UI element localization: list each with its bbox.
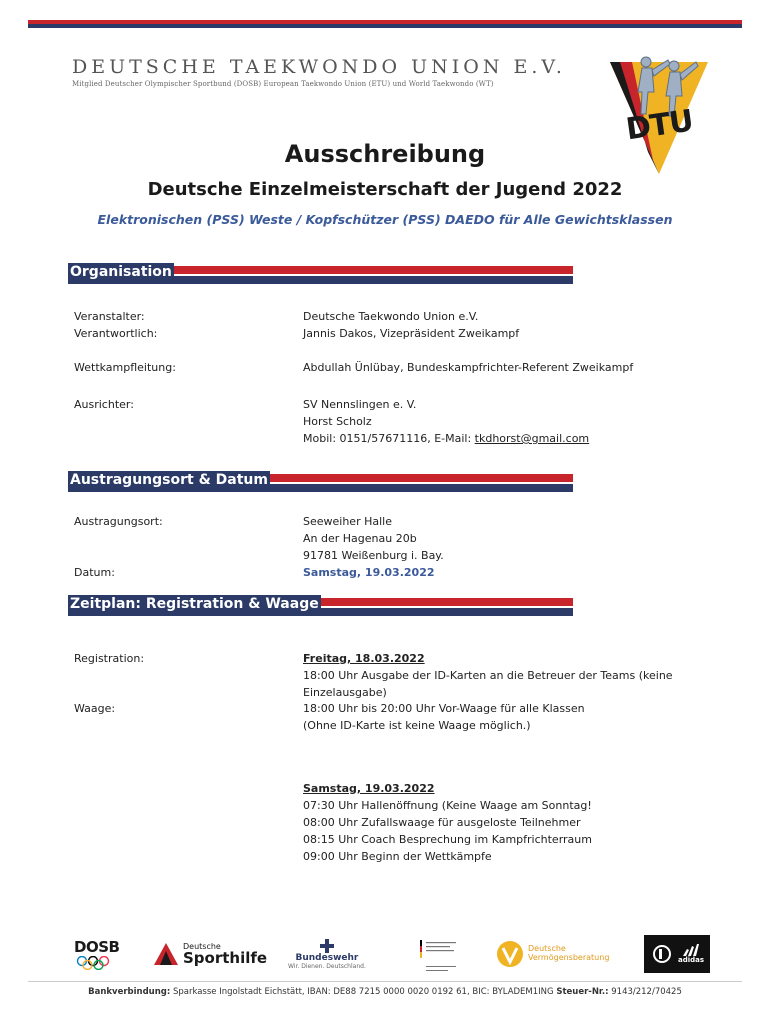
section-heading: Zeitplan: Registration & Waage bbox=[70, 596, 319, 612]
org-name: DEUTSCHE TAEKWONDO UNION E.V. bbox=[72, 56, 566, 78]
bank-label: Bankverbindung: bbox=[88, 987, 171, 997]
dosb-text: DOSB bbox=[74, 938, 120, 956]
ausrichter-line2: Horst Scholz bbox=[303, 415, 372, 428]
dvag-line1: Deutsche bbox=[528, 944, 566, 954]
sporthilfe-logo bbox=[152, 932, 267, 976]
verantwortlich-label: Verantwortlich: bbox=[74, 327, 158, 340]
bmi-logo bbox=[418, 932, 462, 976]
org-subtitle: Mitglied Deutscher Olympischer Sportbund (DOSB) European Taekwondo Union (ETU) und World Taekwondo (WT) bbox=[72, 80, 494, 88]
day2-line3: 08:15 Uhr Coach Besprechung im Kampfrichterraum bbox=[303, 833, 592, 846]
veranstalter-label: Veranstalter: bbox=[74, 310, 145, 323]
bundeswehr-text: Bundeswehr bbox=[295, 952, 359, 963]
wettkampfleitung-value: Abdullah Ünlübay, Bundeskampfrichter-Referent Zweikampf bbox=[303, 361, 634, 374]
footer-bank-info bbox=[0, 987, 770, 997]
dtu-logo-text: DTU bbox=[623, 103, 695, 148]
dvag-icon bbox=[496, 940, 524, 968]
dvag-line2: Vermögensberatung bbox=[528, 953, 610, 962]
sporthilfe-small-text: Deutsche bbox=[183, 941, 221, 951]
footer-divider bbox=[28, 981, 742, 982]
top-blue-rule bbox=[28, 24, 742, 28]
sporthilfe-text: Sporthilfe bbox=[183, 948, 268, 967]
bundeswehr-logo bbox=[288, 932, 366, 976]
day2-line1: 07:30 Uhr Hallenöffnung (Keine Waage am Sonntag! bbox=[303, 799, 592, 812]
adidas-text: adidas bbox=[677, 956, 705, 964]
austragungsort-line1: Seeweiher Halle bbox=[303, 515, 392, 528]
day1-line2: Einzelausgabe) bbox=[303, 686, 387, 699]
ausrichter-contact bbox=[303, 430, 589, 447]
day1-line4: (Ohne ID-Karte ist keine Waage möglich.) bbox=[303, 719, 531, 732]
day2-heading: Samstag, 19.03.2022 bbox=[303, 782, 435, 795]
sponsor-strip bbox=[70, 932, 720, 976]
bundeswehr-subtext: Wir. Dienen. Deutschland. bbox=[288, 962, 366, 970]
austragungsort-line3: 91781 Weißenburg i. Bay. bbox=[303, 549, 444, 562]
section-austragungsort bbox=[68, 474, 573, 492]
section-organisation bbox=[68, 266, 573, 284]
waage-label: Waage: bbox=[74, 702, 116, 715]
email-link[interactable]: tkdhorst@gmail.com bbox=[474, 432, 590, 445]
jtu-mark-icon bbox=[650, 944, 674, 964]
federal-eagle-icon bbox=[418, 934, 462, 974]
verantwortlich-value: Jannis Dakos, Vizepräsident Zweikampf bbox=[303, 327, 520, 340]
sporthilfe-flame-icon bbox=[152, 941, 180, 967]
austragungsort-label: Austragungsort: bbox=[74, 515, 163, 528]
tax-value: 9143/212/70425 bbox=[608, 987, 682, 997]
page-tagline: Elektronischen (PSS) Weste / Kopfschützer (PSS) DAEDO für Alle Gewichtsklassen bbox=[97, 212, 673, 227]
adidas-stripes-icon bbox=[682, 944, 700, 956]
day1-heading: Freitag, 18.03.2022 bbox=[303, 652, 425, 665]
page-title: Ausschreibung bbox=[284, 140, 486, 168]
day1-line3: 18:00 Uhr bis 20:00 Uhr Vor-Waage für alle Klassen bbox=[303, 702, 585, 715]
dvag-logo bbox=[496, 932, 609, 976]
wettkampfleitung-label: Wettkampfleitung: bbox=[74, 361, 176, 374]
ausrichter-line1: SV Nennslingen e. V. bbox=[303, 398, 417, 411]
page-subtitle: Deutsche Einzelmeisterschaft der Jugend 2022 bbox=[147, 179, 623, 200]
tax-label: Steuer-Nr.: bbox=[556, 987, 609, 997]
iron-cross-icon bbox=[319, 939, 335, 953]
section-heading: Austragungsort & Datum bbox=[70, 472, 268, 488]
day2-line4: 09:00 Uhr Beginn der Wettkämpfe bbox=[303, 850, 492, 863]
datum-value: Samstag, 19.03.2022 bbox=[303, 566, 435, 579]
olympic-rings-icon bbox=[75, 956, 119, 970]
bank-value: Sparkasse Ingolstadt Eichstätt, IBAN: DE88 7215 0000 0020 0192 61, BIC: BYLADEM1ING bbox=[170, 987, 557, 997]
veranstalter-value: Deutsche Taekwondo Union e.V. bbox=[303, 310, 479, 323]
adidas-logo bbox=[644, 932, 710, 976]
day2-line2: 08:00 Uhr Zufallswaage für ausgeloste Teilnehmer bbox=[303, 816, 581, 829]
austragungsort-line2: An der Hagenau 20b bbox=[303, 532, 417, 545]
ausrichter-label: Ausrichter: bbox=[74, 398, 134, 411]
section-heading: Organisation bbox=[70, 264, 172, 280]
dosb-logo bbox=[74, 932, 119, 976]
section-zeitplan bbox=[68, 598, 573, 616]
day1-line1: 18:00 Uhr Ausgabe der ID-Karten an die Betreuer der Teams (keine bbox=[303, 669, 673, 682]
registration-label: Registration: bbox=[74, 652, 145, 665]
ausrichter-contact-prefix: Mobil: 0151/57671116, E-Mail: bbox=[303, 432, 475, 445]
datum-label: Datum: bbox=[74, 566, 115, 579]
